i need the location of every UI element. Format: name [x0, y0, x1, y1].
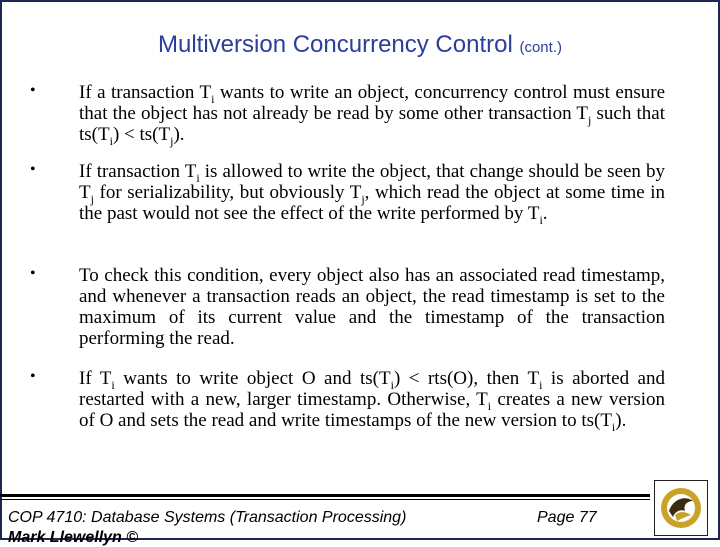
bullet-text: To check this condition, every object also has an associated read timestamp, and whenever a transaction reads an object, the read timestamp is set to the maximum of its current value and the timestamp of the transaction performing the read. [79, 265, 665, 349]
ucf-pegasus-logo-icon [654, 480, 708, 536]
bullet-marker: • [30, 161, 36, 178]
bullet-marker: • [30, 82, 36, 99]
slide-title-main: Multiversion Concurrency Control [158, 31, 513, 58]
bullet-marker: • [30, 265, 36, 282]
footer-author: Mark Llewellyn © [8, 529, 139, 546]
slide-title-suffix: (cont.) [519, 39, 562, 56]
bullet-marker: • [30, 368, 36, 385]
bullet-text: If $T_i$ wants to write object O and $ts(T_i) < rts(O)$, then $T_i$ is aborted and restarted with a new, larger timestamp. Otherwise, $T_i$ creates a new version of O and sets the read and write timestamps of the new version to $ts(T_i)$. [79, 368, 665, 434]
slide-title [0, 31, 720, 59]
footer-divider-thin [0, 499, 650, 500]
logo-graphic [655, 481, 707, 535]
footer-page-number: Page 77 [537, 509, 597, 526]
bullet-text: If a transaction $T_i$ wants to write an object, concurrency control must ensure that the object has not already be read by some other transaction $T_j$ such that $ts(T_i) < ts(T_j)$. [79, 82, 665, 148]
footer-course-title: COP 4710: Database Systems (Transaction Processing) [8, 509, 407, 526]
bullet-text: If transaction $T_i$ is allowed to write the object, that change should be seen by $T_j$ for serializability, but obviously $T_j$, which read the object at some time in the past would not see the effect of the write performed by $T_i$. [79, 161, 665, 227]
footer-divider-thick [0, 494, 650, 497]
